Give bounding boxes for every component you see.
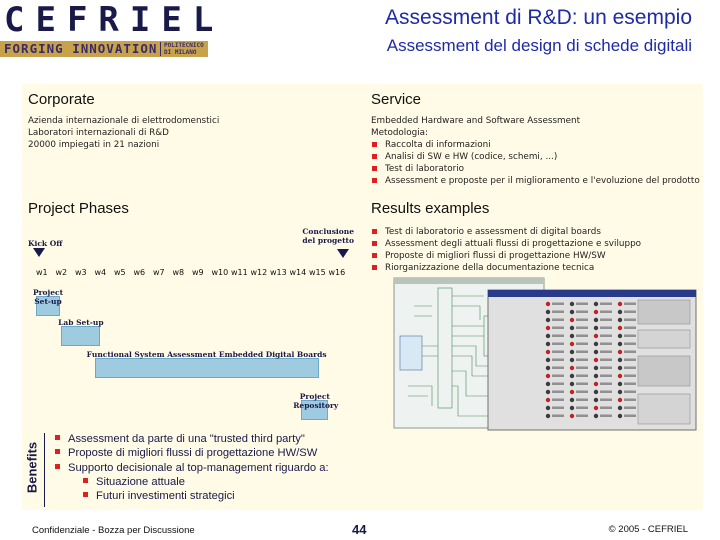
service-bullet-list — [371, 139, 703, 187]
led-indicator — [594, 334, 598, 338]
led-indicator — [570, 414, 574, 418]
week-label: w4 — [94, 268, 107, 277]
led-indicator — [618, 390, 622, 394]
led-caption — [624, 367, 636, 370]
led-indicator — [546, 350, 550, 354]
list-item: Raccolta di informazioni — [371, 139, 703, 151]
led-indicator — [618, 406, 622, 410]
logo-institution: POLITECNICO DI MILANO — [160, 42, 204, 56]
led-indicator — [546, 334, 550, 338]
results-bullet-list — [371, 226, 703, 274]
logo-word: CEFRIEL — [4, 0, 225, 40]
led-indicator — [546, 342, 550, 346]
page-number: 44 — [352, 522, 367, 537]
week-label: w15 — [309, 268, 326, 277]
led-indicator — [570, 334, 574, 338]
led-caption — [624, 359, 636, 362]
led-caption — [552, 359, 564, 362]
led-indicator — [546, 366, 550, 370]
led-caption — [552, 303, 564, 306]
week-label: w12 — [250, 268, 268, 277]
led-caption — [552, 319, 564, 322]
led-indicator — [546, 390, 550, 394]
results-details — [371, 226, 703, 274]
led-caption — [576, 407, 588, 410]
led-indicator — [594, 318, 598, 322]
led-caption — [624, 343, 636, 346]
corporate-details — [28, 115, 348, 151]
phase-bar — [61, 326, 100, 346]
led-caption — [600, 311, 612, 314]
led-indicator — [594, 398, 598, 402]
led-indicator — [594, 414, 598, 418]
led-caption — [624, 327, 636, 330]
led-caption — [576, 375, 588, 378]
led-indicator — [570, 350, 574, 354]
cefriel-logo — [0, 0, 225, 60]
list-item: Futuri investimenti strategici — [82, 489, 384, 503]
week-label: w10 — [211, 268, 229, 277]
led-caption — [624, 311, 636, 314]
led-caption — [552, 311, 564, 314]
list-item: Supporto decisionale al top-management riguardo a: — [54, 461, 384, 475]
service-line: Metodologia: — [371, 128, 429, 138]
led-indicator — [546, 358, 550, 362]
led-caption — [600, 335, 612, 338]
week-label: w5 — [114, 268, 126, 277]
led-indicator — [594, 390, 598, 394]
list-item: Assessment da parte di una "trusted third party" — [54, 432, 384, 446]
led-indicator — [594, 310, 598, 314]
led-caption — [624, 391, 636, 394]
led-caption — [624, 383, 636, 386]
led-caption — [552, 327, 564, 330]
led-caption — [552, 335, 564, 338]
led-indicator — [570, 326, 574, 330]
led-indicator — [546, 318, 550, 322]
led-caption — [600, 415, 612, 418]
led-caption — [576, 311, 588, 314]
led-indicator — [570, 318, 574, 322]
led-indicator — [594, 374, 598, 378]
led-caption — [552, 383, 564, 386]
led-caption — [576, 319, 588, 322]
week-label: w14 — [289, 268, 307, 277]
led-caption — [552, 351, 564, 354]
led-caption — [600, 327, 612, 330]
led-indicator — [570, 406, 574, 410]
led-caption — [576, 367, 588, 370]
service-details — [371, 115, 703, 187]
led-caption — [576, 391, 588, 394]
week-label: w9 — [192, 268, 204, 277]
week-label: w7 — [153, 268, 165, 277]
led-indicator — [618, 302, 622, 306]
phase-bars — [28, 222, 368, 418]
list-item: Analisi di SW e HW (codice, schemi, ...) — [371, 151, 703, 163]
led-indicator — [618, 318, 622, 322]
led-indicator — [594, 342, 598, 346]
led-indicator — [618, 350, 622, 354]
week-label: w11 — [231, 268, 248, 277]
led-indicator — [570, 358, 574, 362]
corporate-line: Azienda internazionale di elettrodomenstici — [28, 116, 220, 126]
led-caption — [552, 391, 564, 394]
footer-confidential: Confidenziale - Bozza per Discussione — [32, 525, 195, 536]
slide-subtitle: Assessment del design di schede digitali — [386, 36, 692, 55]
week-label: w6 — [133, 268, 146, 277]
led-indicator — [570, 390, 574, 394]
led-indicator — [570, 302, 574, 306]
led-indicator — [570, 374, 574, 378]
conclusion-label: Conclusione del progetto — [302, 227, 354, 245]
list-item: Test di laboratorio — [371, 163, 703, 175]
led-indicator — [570, 342, 574, 346]
led-indicator — [594, 302, 598, 306]
led-caption — [600, 303, 612, 306]
footer-copyright: © 2005 - CEFRIEL — [608, 524, 688, 535]
led-indicator — [618, 342, 622, 346]
led-indicator — [546, 326, 550, 330]
led-indicator — [594, 326, 598, 330]
led-caption — [624, 303, 636, 306]
phase-label: Functional System Assessment Embedded Digital Boards — [86, 350, 327, 359]
led-caption — [600, 391, 612, 394]
slide-title: Assessment di R&D: un esempio — [385, 6, 692, 29]
list-item: Assessment degli attuali flussi di progettazione e sviluppo — [371, 238, 703, 250]
led-indicator — [546, 406, 550, 410]
led-caption — [600, 367, 612, 370]
led-caption — [600, 407, 612, 410]
week-label: w2 — [55, 268, 68, 277]
week-label: w1 — [36, 268, 48, 277]
led-indicator — [546, 382, 550, 386]
led-caption — [624, 407, 636, 410]
led-caption — [552, 367, 564, 370]
led-caption — [576, 343, 588, 346]
project-phases-chart — [28, 222, 368, 418]
led-indicator — [618, 334, 622, 338]
benefits-sidebar — [22, 431, 43, 510]
corporate-heading: Corporate — [28, 91, 95, 108]
corporate-line: 20000 impiegati in 21 nazioni — [28, 140, 160, 150]
led-indicator — [618, 310, 622, 314]
kickoff-label: Kick Off — [28, 239, 63, 248]
logo-tagline: FORGING INNOVATION — [4, 41, 158, 56]
led-caption — [600, 351, 612, 354]
led-caption — [576, 399, 588, 402]
led-caption — [624, 319, 636, 322]
led-caption — [624, 335, 636, 338]
led-caption — [624, 399, 636, 402]
led-indicator — [618, 326, 622, 330]
led-caption — [600, 383, 612, 386]
led-indicator — [570, 382, 574, 386]
list-item: Proposte di migliori flussi di progettazione HW/SW — [54, 446, 384, 460]
led-indicator — [546, 414, 550, 418]
led-indicator — [618, 398, 622, 402]
led-indicator — [570, 398, 574, 402]
list-item: Situazione attuale — [82, 475, 384, 489]
list-item: Riorganizzazione della documentazione tecnica — [371, 262, 703, 274]
led-indicator — [594, 350, 598, 354]
led-caption — [600, 319, 612, 322]
led-caption — [552, 343, 564, 346]
week-label: w13 — [270, 268, 287, 277]
service-line: Embedded Hardware and Software Assessment — [371, 116, 581, 126]
led-indicator — [618, 358, 622, 362]
led-caption — [576, 303, 588, 306]
led-caption — [576, 327, 588, 330]
phase-label: Lab Set-up — [58, 318, 104, 327]
week-label: w16 — [328, 268, 346, 277]
led-indicator — [570, 366, 574, 370]
led-indicator — [546, 310, 550, 314]
led-caption — [624, 375, 636, 378]
results-heading: Results examples — [371, 200, 490, 217]
led-caption — [600, 359, 612, 362]
led-indicator — [594, 406, 598, 410]
corporate-line: Laboratori internazionali di R&D — [28, 128, 169, 138]
list-item: Proposte di migliori flussi di progettazione HW/SW — [371, 250, 703, 262]
led-caption — [552, 415, 564, 418]
led-indicator — [618, 414, 622, 418]
led-indicator — [546, 374, 550, 378]
phase-bar — [95, 358, 319, 378]
led-caption — [600, 399, 612, 402]
led-caption — [576, 359, 588, 362]
led-indicator — [594, 382, 598, 386]
led-caption — [576, 351, 588, 354]
led-indicator — [546, 398, 550, 402]
led-indicator — [618, 382, 622, 386]
led-indicator — [618, 374, 622, 378]
led-indicator — [546, 302, 550, 306]
list-item: Test di laboratorio e assessment di digital boards — [371, 226, 703, 238]
phase-label: Project Set-up — [32, 288, 64, 306]
week-label: w3 — [75, 268, 87, 277]
result-screenshots — [388, 276, 702, 436]
led-indicator — [594, 366, 598, 370]
led-caption — [552, 407, 564, 410]
led-caption — [624, 415, 636, 418]
led-caption — [576, 383, 588, 386]
week-label: w8 — [172, 268, 185, 277]
phase-label: Project Repository — [293, 392, 339, 410]
benefits-divider — [44, 433, 45, 507]
led-caption — [600, 375, 612, 378]
led-caption — [552, 375, 564, 378]
benefits-sub-list — [82, 475, 384, 504]
list-item: Assessment e proposte per il miglioramento e l'evoluzione del prodotto — [371, 175, 703, 187]
led-indicator — [570, 310, 574, 314]
benefits-label: Benefits — [24, 441, 40, 494]
led-caption — [576, 335, 588, 338]
led-indicator — [618, 366, 622, 370]
led-caption — [624, 351, 636, 354]
phases-heading: Project Phases — [28, 200, 129, 217]
service-heading: Service — [371, 91, 422, 108]
led-indicator — [594, 358, 598, 362]
led-caption — [576, 415, 588, 418]
led-caption — [552, 399, 564, 402]
benefits-list — [54, 432, 384, 503]
led-caption — [600, 343, 612, 346]
